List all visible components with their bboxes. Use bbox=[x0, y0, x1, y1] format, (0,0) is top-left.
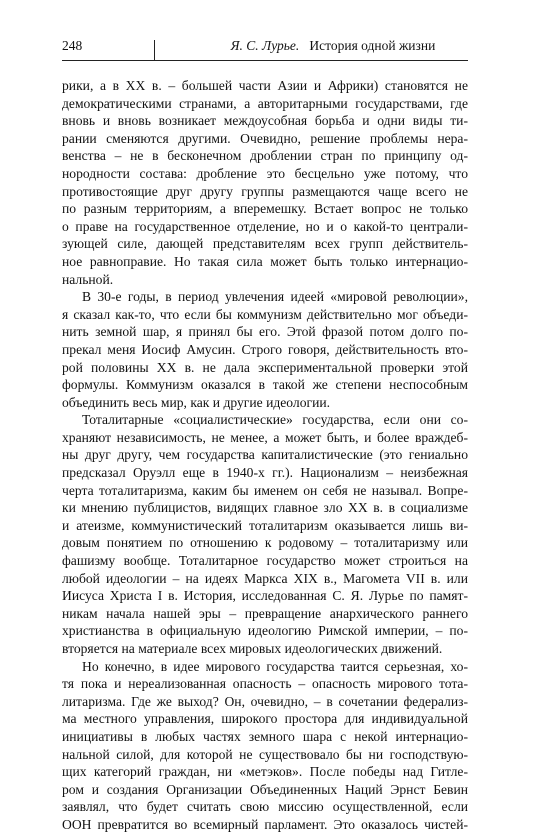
text-line: Иисуса Христа I в. История, исследованная С. Я. Лурье по памят- bbox=[62, 588, 468, 604]
text-line: предсказал Оруэлл еще в 1940-х гг.). Национализм – неизбежная bbox=[62, 465, 468, 481]
text-line: противостоящие друг другу группы размещаются чаще всего не bbox=[62, 183, 468, 199]
paragraph bbox=[62, 411, 468, 657]
text-line: вновь и вновь возникает междоусобная борьба и одни виды ти- bbox=[62, 113, 468, 129]
text-line: формулы. Коммунизм оказался в такой же степени неспособным bbox=[62, 377, 468, 393]
text-line: объединить весь мир, как и другие идеологии. bbox=[62, 394, 331, 410]
text-line: нальной. bbox=[62, 271, 114, 287]
paragraph bbox=[62, 658, 468, 834]
text-line: и атеизме, коммунистический тоталитаризм оказывается лишь ви- bbox=[62, 517, 468, 533]
text-line: ны друг другу, чем государства капиталистические (это гениально bbox=[62, 447, 468, 463]
text-line: христианства в официальную идеологию Римской империи, – по- bbox=[62, 623, 468, 639]
text-line: вторяется на материале всех мировых идеологических движений. bbox=[62, 641, 443, 656]
header-author: Я. С. Лурье. bbox=[230, 38, 300, 53]
header-separator bbox=[154, 40, 155, 60]
text-line: любой идеологии – на идеях Маркса XIX в., Магомета VII в. или bbox=[62, 570, 468, 586]
text-line: довым понятием по отношению к родовому – тоталитаризму или bbox=[62, 535, 468, 551]
text-line: о праве на государственное отделение, но и о какой-то централи- bbox=[62, 218, 468, 234]
text-line: черта тоталитаризма, каким бы именем он себя не называл. Вопре- bbox=[62, 482, 468, 498]
text-line: тя пока и нереализованная опасность – опасность мирового тота- bbox=[62, 676, 468, 692]
text-line: нородности состава: дробление это бесцельно уже потому, что bbox=[62, 165, 468, 181]
paragraph bbox=[62, 288, 468, 411]
text-line: Но конечно, в идее мирового государства таится серьезная, хо- bbox=[82, 658, 468, 674]
text-line: я сказал как-то, что если бы коммунизм действительно мог объеди- bbox=[62, 306, 468, 322]
text-line: рой половины XX в. не дала экспериментальной проверки этой bbox=[62, 359, 468, 375]
text-line: В 30-е годы, в период увлечения идеей «мировой революции», bbox=[82, 289, 468, 305]
text-line: зующей силе, дающей представителям всех групп действитель- bbox=[62, 236, 468, 252]
body-text bbox=[62, 77, 468, 834]
text-line: рании сменяются другими. Очевидно, решение проблемы нера- bbox=[62, 130, 468, 146]
text-line: литаризма. Где же выход? Он, очевидно, – в сочетании федерализ- bbox=[62, 693, 468, 709]
text-line: храняют независимость, не менее, а может быть, и более враждеб- bbox=[62, 429, 468, 445]
running-head bbox=[158, 38, 468, 54]
page-number: 248 bbox=[62, 38, 83, 53]
text-line: инициативы в любых частях земного шара с некой интернацио- bbox=[62, 728, 468, 744]
text-line: заявлял, что будет считать свою миссию осуществленной, если bbox=[62, 799, 468, 815]
text-line: ки мнению публицистов, видящих главное зло XX в. в социализме bbox=[62, 500, 468, 516]
text-line: по разным территориям, а вперемешку. Встает вопрос не только bbox=[62, 201, 468, 217]
text-line: ма местного управления, широкого простора для индивидуальной bbox=[62, 711, 468, 727]
text-line: венства – не в бесконечном дроблении стран по принципу од- bbox=[62, 148, 468, 164]
header-rule bbox=[62, 60, 468, 61]
text-line: фашизму вообще. Тоталитарное государство может строиться на bbox=[62, 553, 468, 569]
text-line: ООН превратится во всемирный парламент. Это оказалось чистей- bbox=[62, 816, 468, 832]
text-line: щих категорий граждан, ни «метэков». После победы над Гитле- bbox=[62, 764, 468, 780]
text-line: нить земной шар, я принял бы его. Этой фразой потом долго по- bbox=[62, 324, 468, 340]
text-line: нальной силой, для которой не существовало бы ни господствую- bbox=[62, 746, 468, 762]
text-line: ром и создания Организации Объединенных Наций Эрнст Бевин bbox=[62, 781, 468, 797]
text-line: рики, а в XX в. – большей части Азии и Африки) становятся не bbox=[62, 78, 468, 93]
header-title: История одной жизни bbox=[309, 38, 436, 53]
running-header bbox=[62, 38, 468, 58]
text-line: прекал меня Иосиф Амусин. Строго говоря, действительность вто- bbox=[62, 341, 468, 357]
text-line: никам начала нашей эры – превращение анархического раннего bbox=[62, 605, 468, 621]
text-line: Тоталитарные «социалистические» государства, если они со- bbox=[82, 412, 468, 428]
text-line: ное равноправие. Но такая сила может быть только интернацио- bbox=[62, 253, 468, 269]
text-line: демократическими странами, а авторитарными государствами, где bbox=[62, 95, 468, 111]
paragraph bbox=[62, 77, 468, 288]
